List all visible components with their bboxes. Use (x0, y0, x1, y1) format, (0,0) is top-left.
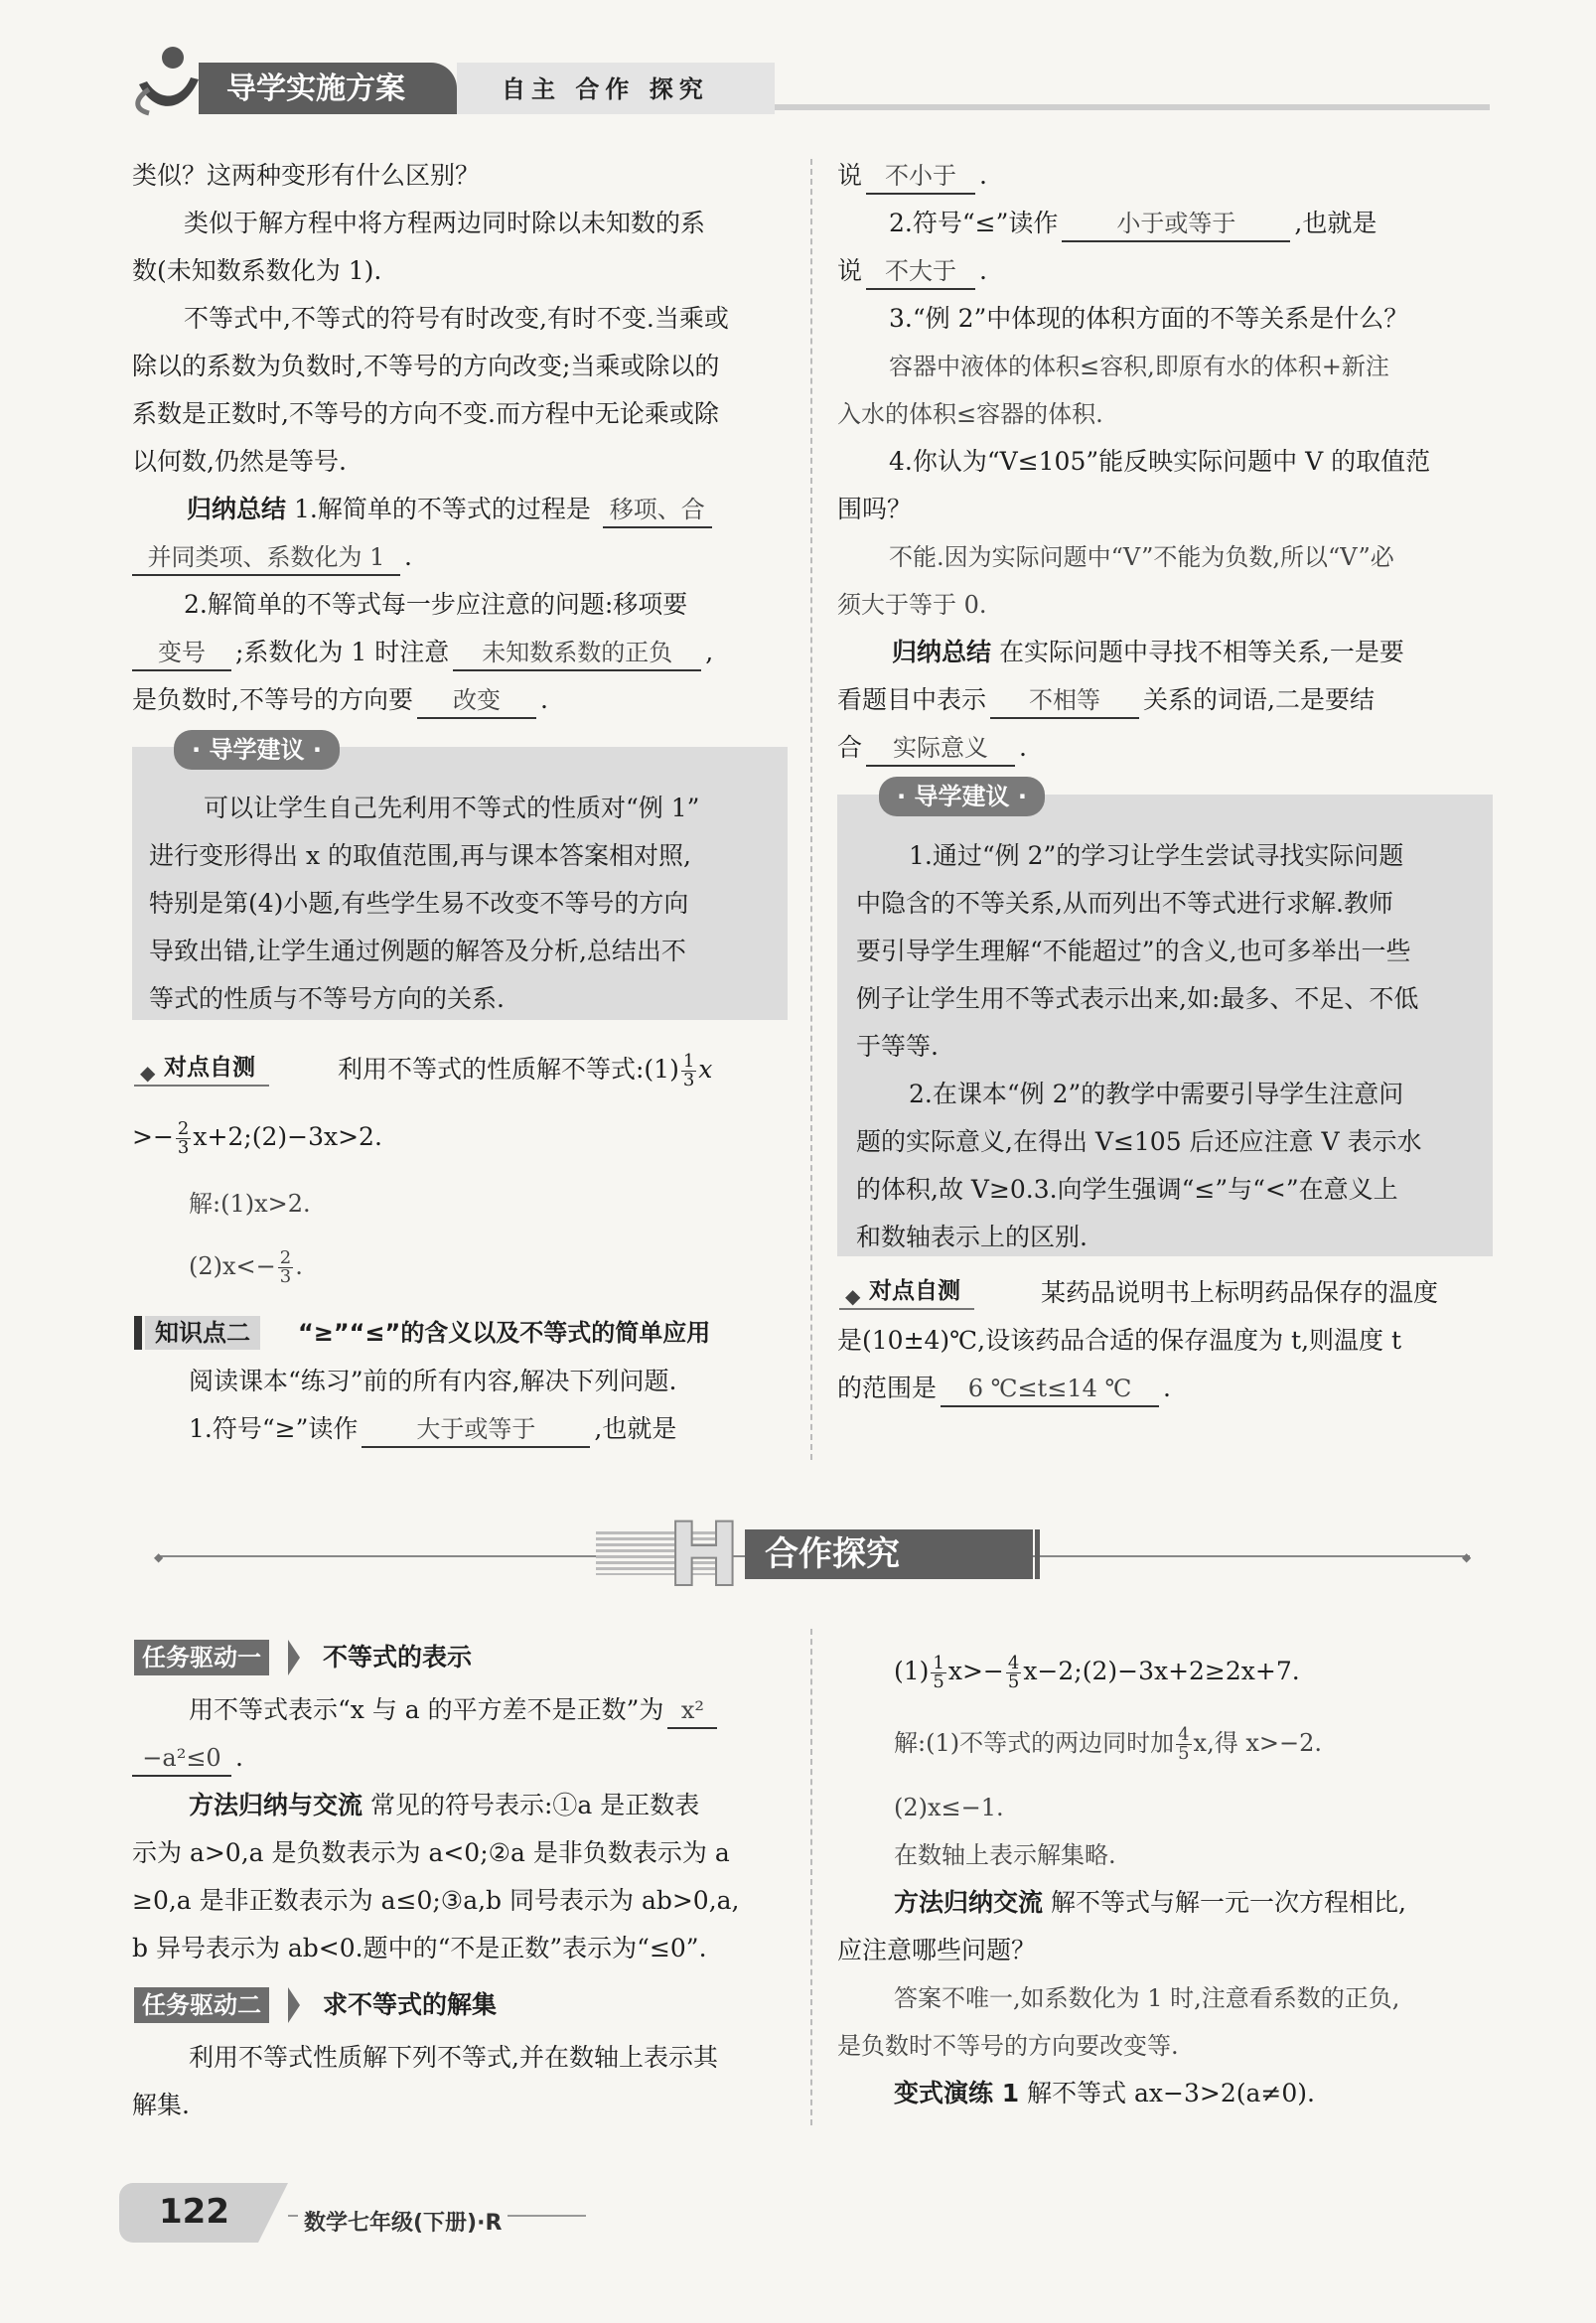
text-span: 看题目中表示 (837, 685, 987, 714)
variant-line (894, 2077, 1315, 2110)
answer-blank: 移项、合 (603, 493, 712, 528)
text-line: b 异号表示为 ab<0.题中的“不是正数”表示为“≤0”. (132, 1934, 707, 1962)
arrow-icon (288, 1987, 300, 2023)
text-span: x−2;(2)−3x+2≥2x+7. (1023, 1657, 1300, 1685)
answer-line: (2)x<− $\frac{2}{3}$ . (189, 1247, 303, 1287)
text-span: 解不等式与解一元一次方程相比, (1050, 1888, 1406, 1917)
summary-line (187, 493, 716, 528)
answer-line: 入水的体积≤容器的体积. (837, 400, 1103, 428)
summary-line: 并同类项、系数化为 1 . (132, 540, 412, 576)
text-span: 利用不等式的性质解不等式:(1) (338, 1055, 679, 1084)
answer-blank: 不相等 (990, 683, 1139, 719)
fraction: $\frac{1}{5}$ (933, 1653, 944, 1692)
guide-line: 的体积,故 V≥0.3.向学生强调“≤”与“<”在意义上 (856, 1175, 1398, 1204)
answer-blank: 小于或等于 (1062, 207, 1290, 242)
text-line: 示为 a>0,a 是负数表示为 a<0;②a 是非负数表示为 a (132, 1838, 730, 1867)
answer-blank: 不小于 (866, 159, 975, 195)
text-span: ,也就是 (1294, 209, 1378, 237)
method-label: 方法归纳与交流 (189, 1791, 363, 1819)
text-line: 阅读课本“练习”前的所有内容,解决下列问题. (189, 1367, 677, 1395)
text-span: ,也就是 (594, 1414, 677, 1443)
method-label: 方法归纳交流 (894, 1888, 1044, 1917)
text-line: 围吗？ (837, 495, 913, 523)
text-span: 的范围是 (837, 1374, 938, 1402)
text-line (132, 636, 713, 671)
summary-label: 归纳总结 (892, 638, 992, 666)
text-span: x+2;(2)−3x>2. (193, 1122, 382, 1151)
variant-label: 变式演练 1 (894, 2079, 1020, 2107)
text-line (189, 1693, 721, 1729)
answer-blank: x² (667, 1693, 717, 1729)
answer-line: 解:(1)x>2. (189, 1190, 311, 1218)
text-line: 是(10±4)℃,设该药品合适的保存温度为 t,则温度 t (837, 1326, 1402, 1355)
text-span: , (705, 638, 714, 666)
text-line: 的范围是 6 ℃≤t≤14 ℃ . (837, 1372, 1171, 1407)
guide-line: 2.在课本“例 2”的教学中需要引导学生注意问 (909, 1080, 1404, 1108)
text-span: 合 (837, 733, 863, 762)
self-test-question (132, 1120, 382, 1157)
fraction: $\frac{2}{3}$ (177, 1118, 190, 1158)
answer-blank: 改变 (417, 683, 536, 719)
text-line: 以何数,仍然是等号. (132, 447, 347, 476)
answer-line: 须大于等于 0. (837, 591, 987, 619)
text-line: ≥0,a 是非正数表示为 a≤0;③a,b 同号表示为 ab>0,a, (132, 1886, 740, 1915)
fraction: $\frac{1}{3}$ (682, 1051, 695, 1090)
guide-line: 特别是第(4)小题,有些学生易不改变不等号的方向 (149, 889, 689, 918)
task-tag: 任务驱动二 (134, 1987, 269, 2023)
text-span: 常见的符号表示:①a 是正数表 (369, 1791, 700, 1819)
text-line: 说 不大于 . (837, 254, 987, 290)
text-span: 说 (837, 256, 863, 285)
text-span: x>− (947, 1657, 1004, 1685)
page-number: 122 (159, 2192, 229, 2232)
answer-line: 在数轴上表示解集略. (894, 1841, 1116, 1869)
guide-line: 中隐含的不等关系,从而列出不等式进行求解.教师 (856, 889, 1393, 918)
guide-line: 题的实际意义,在得出 V≤105 后还应注意 V 表示水 (856, 1127, 1422, 1156)
text-span: 解:(1)不等式的两边同时加 (894, 1729, 1175, 1757)
kp-title: “≥”“≤”的含义以及不等式的简单应用 (298, 1319, 711, 1347)
logo-icon (129, 40, 209, 117)
text-span: (2)x<− (189, 1252, 276, 1280)
guide-line: 导致出错,让学生通过例题的解答及分析,总结出不 (149, 937, 686, 965)
answer-blank: −a²≤0 (132, 1741, 231, 1777)
text-line: 2.解简单的不等式每一步应注意的问题:移项要 (184, 590, 688, 619)
self-test-label: 对点自测 (839, 1274, 974, 1310)
summary-line: 合 实际意义 . (837, 731, 1027, 767)
text-span: 1.符号“≥”读作 (189, 1414, 359, 1443)
self-test-label: 对点自测 (134, 1051, 269, 1087)
guide-line: 于等等. (856, 1032, 939, 1061)
section-title: 合作探究 (765, 1534, 900, 1574)
answer-blank: 大于或等于 (362, 1412, 590, 1448)
text-span: 是负数时,不等号的方向要 (132, 685, 413, 714)
task-tag: 任务驱动一 (134, 1640, 269, 1675)
text-line: 3.“例 2”中体现的体积方面的不等关系是什么？ (889, 304, 1409, 333)
answer-line: (2)x≤−1. (894, 1794, 1004, 1821)
text-line (889, 207, 1377, 242)
answer-blank: 不大于 (866, 254, 975, 290)
guide-line: 1.通过“例 2”的学习让学生尝试寻找实际问题 (909, 841, 1404, 870)
text-span: (1) (894, 1657, 930, 1685)
guide-line: 和数轴表示上的区别. (856, 1223, 1088, 1251)
answer-line: 答案不唯一,如系数化为 1 时,注意看系数的正负, (894, 1984, 1400, 2012)
guide-line: 等式的性质与不等号方向的关系. (149, 984, 505, 1013)
text-line: 系数是正数时,不等号的方向不变.而方程中无论乘或除 (132, 399, 719, 428)
answer-line: 不能.因为实际问题中“V”不能为负数,所以“V”必 (889, 543, 1394, 571)
task-title: 不等式的表示 (323, 1643, 473, 1671)
section-letter: H (667, 1504, 741, 1606)
answer-line: 是负数时不等号的方向要改变等. (837, 2032, 1179, 2060)
text-span: 说 (837, 161, 863, 190)
book-title: 数学七年级(下册)·R (298, 2207, 508, 2241)
text-line: −a²≤0 . (132, 1741, 243, 1777)
kp-label: 知识点二 (145, 1316, 260, 1350)
text-line: 应注意哪些问题？ (837, 1936, 1037, 1964)
text-span: 2.符号“≤”读作 (889, 209, 1059, 237)
guide-line: 可以让学生自己先利用不等式的性质对“例 1” (204, 794, 700, 822)
answer-blank: 实际意义 (866, 731, 1015, 767)
text-span: >− (132, 1122, 174, 1151)
fraction: $\frac{4}{5}$ (1178, 1724, 1190, 1764)
text-line: 类似？这两种变形有什么区别？ (132, 161, 481, 190)
task-title: 求不等式的解集 (323, 1990, 498, 2019)
text-line: 利用不等式性质解下列不等式,并在数轴上表示其 (189, 2043, 718, 2072)
kp-bar (134, 1316, 142, 1350)
self-test-question (338, 1053, 712, 1089)
text-line: 是负数时,不等号的方向要 改变 . (132, 683, 548, 719)
fraction: $\frac{4}{5}$ (1007, 1653, 1020, 1692)
diamond-icon: ◆ (154, 1550, 164, 1564)
answer-blank: 变号 (132, 636, 231, 671)
text-span: ;系数化为 1 时注意 (235, 638, 450, 666)
guide-box (132, 747, 788, 1020)
header-modes: 自主 合作 探究 (502, 75, 709, 103)
summary-label: 归纳总结 (187, 495, 287, 523)
problem-line (894, 1655, 1300, 1691)
text-line: 某药品说明书上标明药品保存的温度 (1041, 1278, 1439, 1307)
text-span: 在实际问题中寻找不相等关系,一是要 (998, 638, 1404, 666)
variable: x (698, 1055, 713, 1084)
summary-line (892, 636, 1404, 669)
diamond-icon: ◆ (845, 1284, 861, 1308)
text-line: 解集. (132, 2091, 190, 2119)
guide-line: 例子让学生用不等式表示出来,如:最多、不足、不低 (856, 984, 1419, 1013)
answer-blank: 未知数系数的正负 (453, 636, 701, 671)
diamond-icon: ◆ (1462, 1550, 1472, 1564)
text-span: x,得 x>−2. (1193, 1729, 1322, 1757)
answer-blank: 并同类项、系数化为 1 (132, 540, 400, 576)
text-span: 关系的词语,二是要结 (1143, 685, 1375, 714)
text-line: 类似于解方程中将方程两边同时除以未知数的系 (184, 209, 706, 237)
guide-label: · 导学建议 · (174, 730, 340, 770)
guide-line: 进行变形得出 x 的取值范围,再与课本答案相对照, (149, 841, 691, 870)
column-divider (810, 159, 812, 1460)
summary-text: 1.解简单的不等式的过程是 (293, 495, 591, 523)
guide-label: · 导学建议 · (879, 777, 1045, 816)
column-divider (810, 1629, 812, 2125)
text-line: 不等式中,不等式的符号有时改变,有时不变.当乘或 (184, 304, 729, 333)
fraction: $\frac{2}{3}$ (279, 1247, 292, 1287)
diamond-icon: ◆ (140, 1061, 156, 1085)
text-line: 4.你认为“V≤105”能反映实际问题中 V 的取值范 (889, 447, 1431, 476)
method-line (189, 1789, 699, 1822)
answer-line (894, 1726, 1322, 1763)
arrow-icon (288, 1640, 300, 1675)
text-line (189, 1412, 676, 1448)
summary-line (837, 683, 1375, 719)
answer-blank: 6 ℃≤t≤14 ℃ (941, 1372, 1159, 1407)
answer-line: 容器中液体的体积≤容积,即原有水的体积+新注 (889, 353, 1389, 380)
text-line: 除以的系数为负数时,不等号的方向改变;当乘或除以的 (132, 352, 720, 380)
header-banner: 导学实施方案 (226, 72, 405, 106)
text-span: 解不等式 ax−3>2(a≠0). (1027, 2079, 1315, 2107)
method-line (894, 1886, 1406, 1920)
guide-line: 要引导学生理解“不能超过”的含义,也可多举出一些 (856, 937, 1411, 965)
text-line: 数(未知数系数化为 1). (132, 256, 382, 285)
text-span: 用不等式表示“x 与 a 的平方差不是正数”为 (189, 1695, 664, 1724)
text-line: 说 不小于 . (837, 159, 987, 195)
